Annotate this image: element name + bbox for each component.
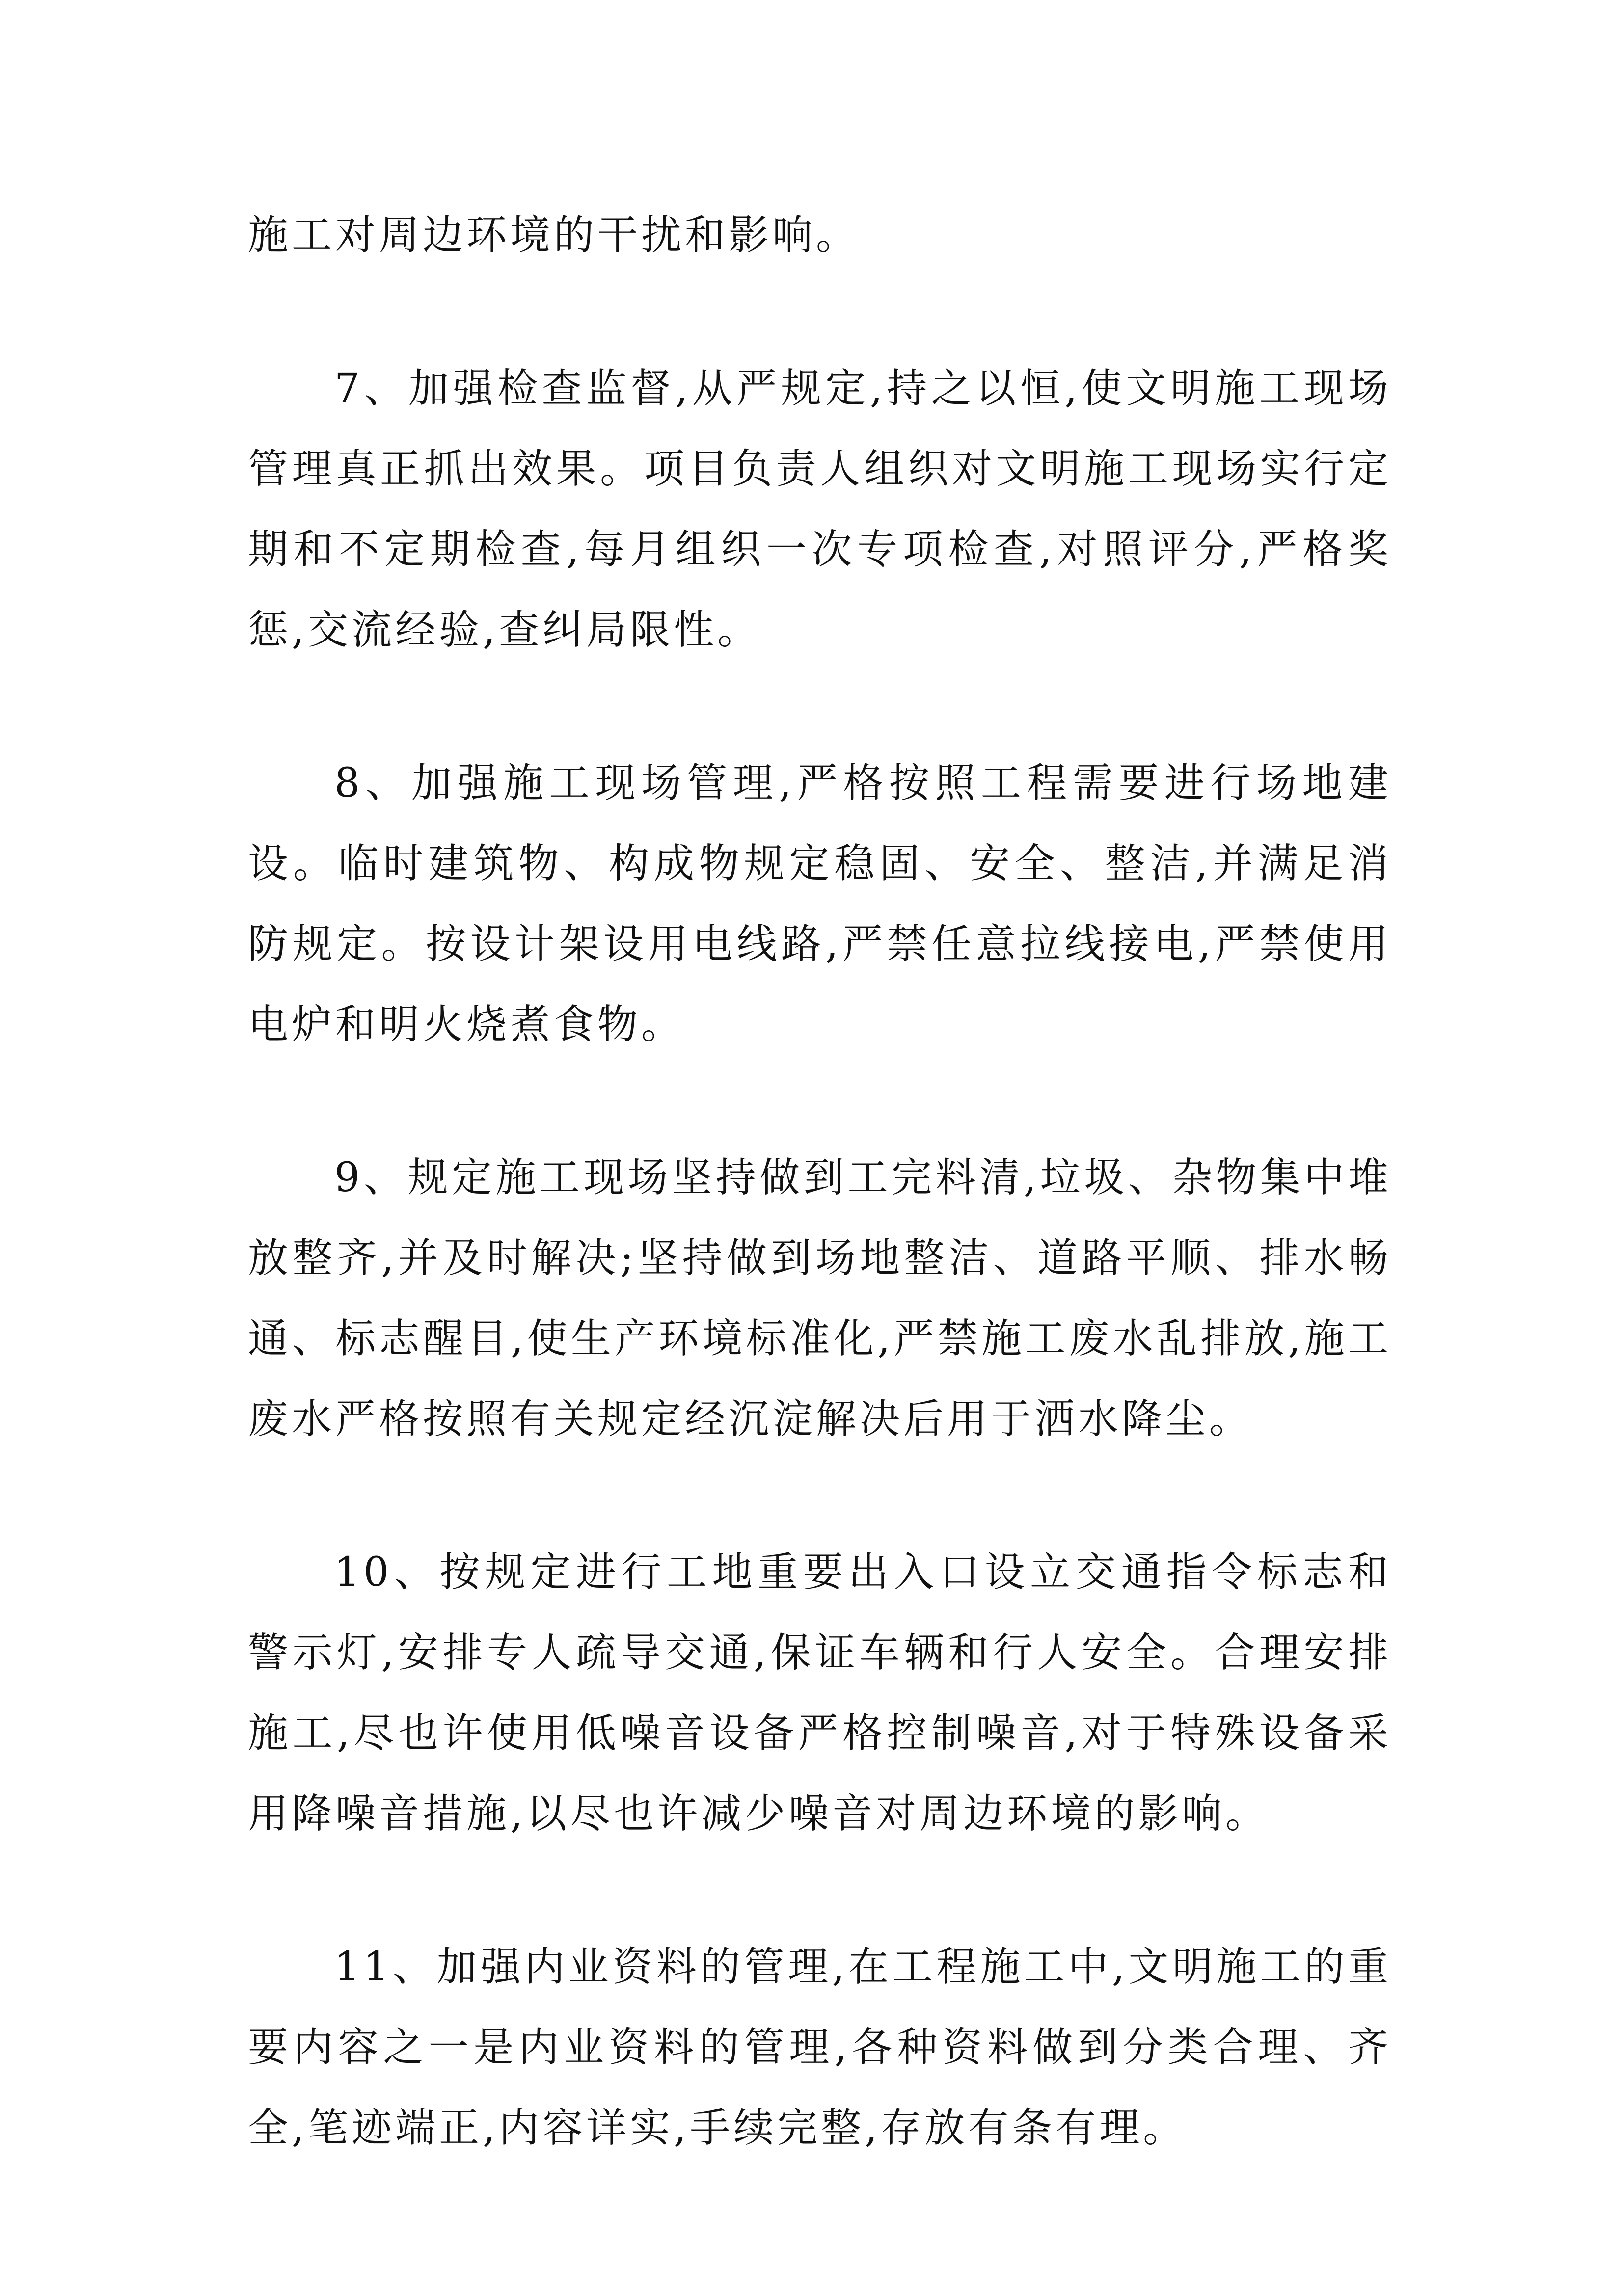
paragraph-item-7: 7、加强检查监督,从严规定,持之以恒,使文明施工现场管理真正抓出效果。项目负责人组织对文明施工现场实行定期和不定期检查,每月组织一次专项检查,对照评分,严格奖惩,交流经验,查纠局限性。	[248, 365, 1392, 653]
paragraph-item-9: 9、规定施工现场坚持做到工完料清,垃圾、杂物集中堆放整齐,并及时解决;坚持做到场地整洁、道路平顺、排水畅通、标志醒目,使生产环境标准化,严禁施工废水乱排放,施工废水严格按照有关规定经沉淀解决后用于洒水降尘。	[248, 1154, 1392, 1442]
paragraph-continued: 施工对周边环境的干扰和影响。	[248, 212, 860, 259]
document-body	[248, 195, 1392, 2241]
paragraph-item-8: 8、加强施工现场管理,严格按照工程需要进行场地建设。临时建筑物、构成物规定稳固、安全、整洁,并满足消防规定。按设计架设用电线路,严禁任意拉线接电,严禁使用电炉和明火烧煮食物。	[248, 760, 1392, 1048]
paragraph-item-10: 10、按规定进行工地重要出入口设立交通指令标志和警示灯,安排专人疏导交通,保证车辆和行人安全。合理安排施工,尽也许使用低噪音设备严格控制噪音,对于特殊设备采用降噪音措施,以尽也许减少噪音对周边环境的影响。	[248, 1549, 1392, 1837]
paragraph-item-11: 11、加强内业资料的管理,在工程施工中,文明施工的重要内容之一是内业资料的管理,各种资料做到分类合理、齐全,笔迹端正,内容详实,手续完整,存放有条有理。	[248, 1944, 1392, 2151]
